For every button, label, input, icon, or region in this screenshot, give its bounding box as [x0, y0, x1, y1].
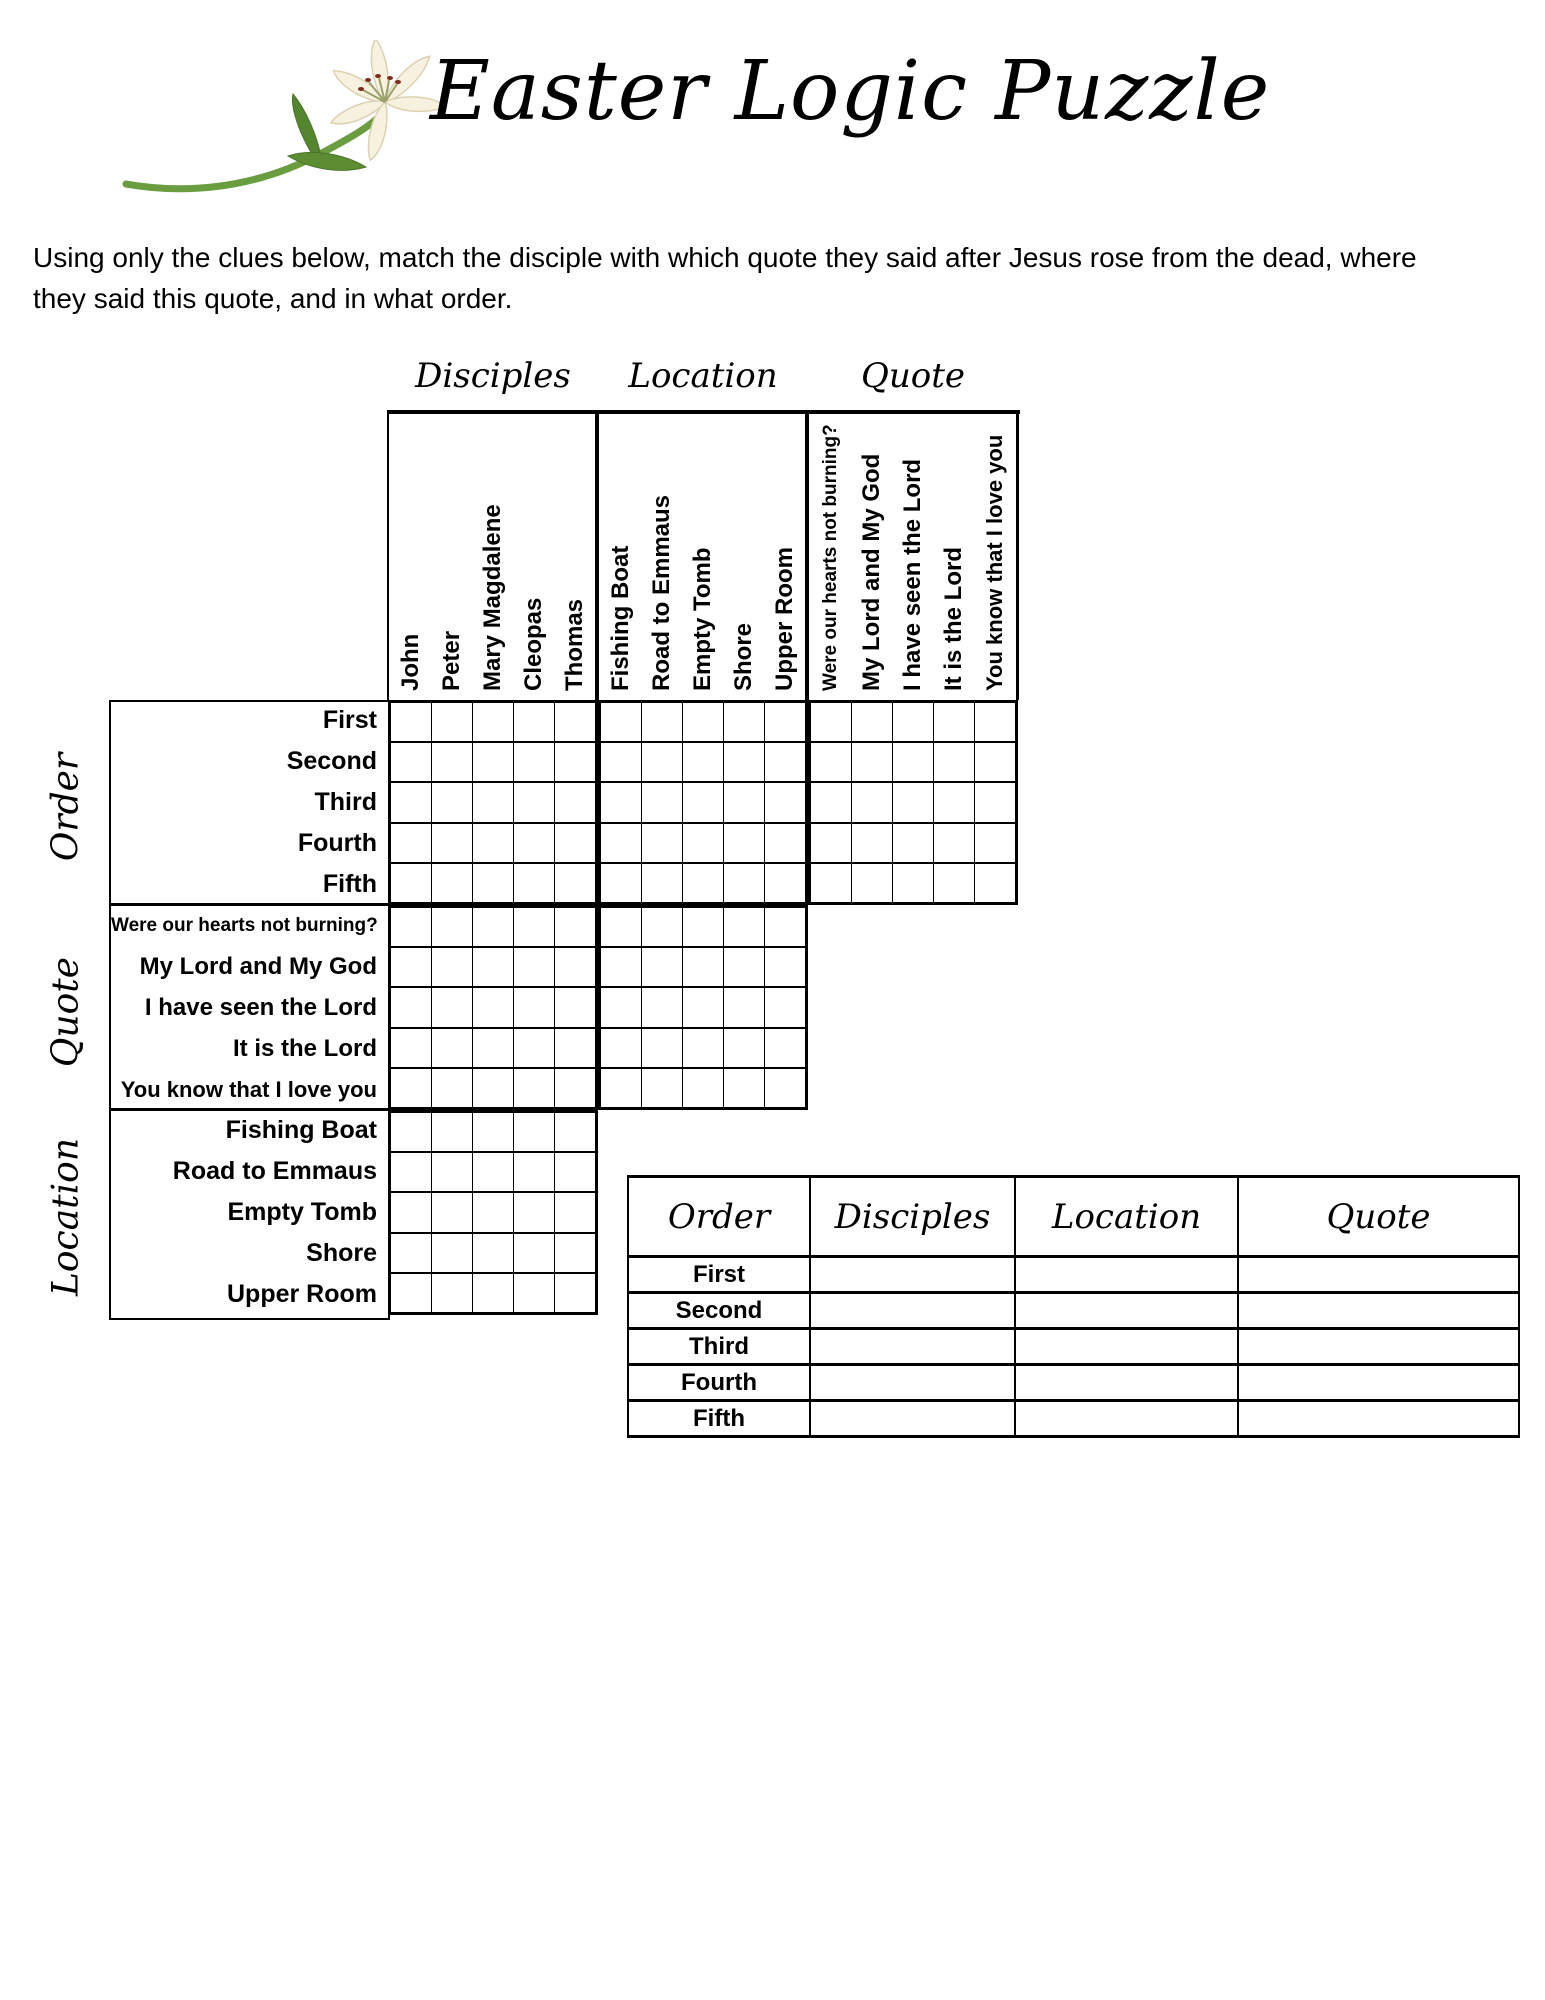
grid-cell[interactable]: [473, 1193, 513, 1231]
grid-cell[interactable]: [852, 703, 892, 741]
grid-cell[interactable]: [975, 864, 1015, 902]
grid-cell[interactable]: [432, 988, 472, 1026]
grid-cell[interactable]: [765, 948, 805, 986]
grid-cell[interactable]: [514, 908, 554, 946]
row-group-header-quote: Quote: [45, 956, 87, 1067]
grid-cell[interactable]: [852, 743, 892, 781]
row-label: Fifth: [322, 870, 377, 898]
grid-cell[interactable]: [391, 743, 431, 781]
grid-cell[interactable]: [975, 703, 1015, 741]
header-rule: [388, 410, 1020, 414]
answer-cell[interactable]: [809, 1363, 1014, 1399]
grid-cell[interactable]: [683, 948, 723, 986]
column-label: I have seen the Lord: [899, 458, 926, 691]
column-label: Empty Tomb: [689, 547, 716, 691]
grid-cell[interactable]: [765, 864, 805, 902]
grid-cell[interactable]: [601, 703, 641, 741]
grid-cell[interactable]: [391, 783, 431, 821]
grid-cell[interactable]: [975, 783, 1015, 821]
grid-cell[interactable]: [391, 1153, 431, 1191]
grid-cell[interactable]: [724, 908, 764, 946]
answer-row-label: Fourth: [629, 1363, 809, 1399]
grid-cell[interactable]: [683, 1069, 723, 1107]
answer-cell[interactable]: [1237, 1291, 1518, 1327]
answer-cell[interactable]: [809, 1291, 1014, 1327]
answer-row-label: First: [629, 1255, 809, 1291]
grid-cell[interactable]: [432, 1234, 472, 1272]
grid-cell[interactable]: [642, 824, 682, 862]
grid-cell[interactable]: [473, 1234, 513, 1272]
grid-cell[interactable]: [934, 824, 974, 862]
grid-block-order-quote: [808, 700, 1018, 905]
grid-cell[interactable]: [391, 1234, 431, 1272]
grid-cell[interactable]: [642, 1029, 682, 1067]
grid-cell[interactable]: [391, 1193, 431, 1231]
row-label: Were our hearts not burning?: [111, 915, 378, 936]
grid-cell[interactable]: [514, 1153, 554, 1191]
header-divider-1: [595, 410, 599, 700]
grid-cell[interactable]: [555, 1234, 595, 1272]
grid-cell[interactable]: [601, 783, 641, 821]
answer-cell[interactable]: [1014, 1399, 1237, 1435]
grid-cell[interactable]: [514, 1113, 554, 1151]
grid-cell[interactable]: [934, 743, 974, 781]
column-label: Peter: [438, 630, 465, 691]
row-label: Upper Room: [227, 1280, 377, 1308]
answer-cell[interactable]: [1014, 1363, 1237, 1399]
grid-cell[interactable]: [514, 783, 554, 821]
grid-cell[interactable]: [473, 1029, 513, 1067]
grid-cell[interactable]: [683, 988, 723, 1026]
grid-cell[interactable]: [601, 743, 641, 781]
answer-cell[interactable]: [809, 1327, 1014, 1363]
grid-cell[interactable]: [811, 824, 851, 862]
grid-cell[interactable]: [555, 988, 595, 1026]
row-label: It is the Lord: [233, 1035, 377, 1062]
grid-cell[interactable]: [473, 988, 513, 1026]
page-title: Easter Logic Puzzle: [430, 44, 1271, 139]
grid-cell[interactable]: [391, 1029, 431, 1067]
column-label: It is the Lord: [940, 547, 967, 691]
answer-header-order: Order: [667, 1196, 771, 1237]
grid-cell[interactable]: [514, 1069, 554, 1107]
grid-cell[interactable]: [391, 988, 431, 1026]
grid-cell[interactable]: [642, 703, 682, 741]
answer-cell[interactable]: [1237, 1255, 1518, 1291]
grid-cell[interactable]: [432, 908, 472, 946]
answer-header-quote: Quote: [1237, 1178, 1518, 1255]
grid-cell[interactable]: [473, 743, 513, 781]
row-label: First: [322, 706, 377, 734]
grid-cell[interactable]: [683, 824, 723, 862]
row-label: Shore: [306, 1239, 377, 1267]
grid-cell[interactable]: [852, 824, 892, 862]
answer-cell[interactable]: [1014, 1255, 1237, 1291]
grid-cell[interactable]: [514, 1274, 554, 1312]
grid-cell[interactable]: [432, 703, 472, 741]
column-label: Upper Room: [771, 547, 798, 691]
grid-cell[interactable]: [555, 824, 595, 862]
grid-cell[interactable]: [473, 824, 513, 862]
column-label: Mary Magdalene: [479, 504, 506, 691]
grid-cell[interactable]: [432, 1113, 472, 1151]
grid-cell[interactable]: [514, 1193, 554, 1231]
grid-cell[interactable]: [555, 743, 595, 781]
grid-cell[interactable]: [934, 703, 974, 741]
grid-cell[interactable]: [432, 1193, 472, 1231]
grid-cell[interactable]: [683, 1029, 723, 1067]
answer-cell[interactable]: [1237, 1363, 1518, 1399]
column-group-header-disciples: Disciples: [415, 356, 571, 396]
grid-cell[interactable]: [391, 1274, 431, 1312]
grid-cell[interactable]: [391, 1069, 431, 1107]
grid-cell[interactable]: [893, 783, 933, 821]
grid-block-quote-location: [598, 905, 808, 1110]
grid-cell[interactable]: [683, 864, 723, 902]
column-label: Thomas: [561, 598, 588, 691]
grid-cell[interactable]: [724, 743, 764, 781]
grid-cell[interactable]: [555, 703, 595, 741]
column-label: You know that I love you: [982, 434, 1007, 691]
header-divider-0: [387, 410, 389, 700]
grid-block-location-disciples: [388, 1110, 598, 1315]
row-label: My Lord and My God: [139, 953, 377, 980]
row-label: Empty Tomb: [227, 1198, 377, 1226]
grid-cell[interactable]: [765, 824, 805, 862]
grid-cell[interactable]: [555, 1193, 595, 1231]
grid-cell[interactable]: [601, 908, 641, 946]
grid-cell[interactable]: [473, 948, 513, 986]
grid-cell[interactable]: [724, 824, 764, 862]
grid-cell[interactable]: [514, 864, 554, 902]
grid-cell[interactable]: [975, 743, 1015, 781]
grid-cell[interactable]: [432, 824, 472, 862]
grid-cell[interactable]: [432, 783, 472, 821]
grid-cell[interactable]: [724, 988, 764, 1026]
row-label: Fourth: [297, 829, 377, 857]
grid-cell[interactable]: [811, 783, 851, 821]
grid-cell[interactable]: [473, 1069, 513, 1107]
grid-cell[interactable]: [601, 824, 641, 862]
grid-cell[interactable]: [601, 1069, 641, 1107]
grid-cell[interactable]: [642, 988, 682, 1026]
easter-lily-icon: [112, 40, 457, 210]
answer-cell[interactable]: [1237, 1327, 1518, 1363]
grid-cell[interactable]: [811, 743, 851, 781]
easter-lily-svg: [112, 40, 457, 210]
grid-cell[interactable]: [765, 1029, 805, 1067]
grid-block-order-location: [598, 700, 808, 905]
grid-cell[interactable]: [811, 864, 851, 902]
grid-cell[interactable]: [555, 864, 595, 902]
grid-cell[interactable]: [683, 743, 723, 781]
row-label: Fishing Boat: [225, 1116, 377, 1144]
row-label: Third: [314, 788, 377, 816]
grid-cell[interactable]: [473, 1153, 513, 1191]
grid-cell[interactable]: [724, 1029, 764, 1067]
grid-cell[interactable]: [724, 948, 764, 986]
row-label: You know that I love you: [120, 1077, 377, 1102]
grid-cell[interactable]: [432, 1274, 472, 1312]
grid-cell[interactable]: [683, 703, 723, 741]
grid-cell[interactable]: [432, 864, 472, 902]
row-label: I have seen the Lord: [144, 994, 377, 1021]
grid-cell[interactable]: [514, 703, 554, 741]
header-divider-3: [1016, 410, 1019, 700]
grid-cell[interactable]: [893, 824, 933, 862]
grid-cell[interactable]: [811, 703, 851, 741]
column-label: John: [397, 633, 424, 691]
grid-cell[interactable]: [514, 1234, 554, 1272]
grid-cell[interactable]: [765, 743, 805, 781]
grid-cell[interactable]: [473, 1113, 513, 1151]
grid-cell[interactable]: [852, 783, 892, 821]
answer-table: [627, 1175, 1520, 1438]
grid-cell[interactable]: [391, 824, 431, 862]
answer-cell[interactable]: [1014, 1291, 1237, 1327]
grid-cell[interactable]: [432, 948, 472, 986]
grid-cell[interactable]: [432, 1069, 472, 1107]
column-label: Cleopas: [520, 597, 547, 691]
grid-cell[interactable]: [514, 824, 554, 862]
grid-cell[interactable]: [642, 948, 682, 986]
grid-cell[interactable]: [514, 948, 554, 986]
grid-cell[interactable]: [934, 783, 974, 821]
column-group-header-quote: Quote: [860, 356, 966, 396]
grid-cell[interactable]: [893, 703, 933, 741]
answer-header-disciples: Disciples: [809, 1178, 1014, 1255]
grid-cell[interactable]: [642, 908, 682, 946]
grid-cell[interactable]: [765, 703, 805, 741]
grid-cell[interactable]: [432, 1029, 472, 1067]
grid-cell[interactable]: [432, 1153, 472, 1191]
row-group-header-location: Location: [45, 1137, 87, 1296]
grid-cell[interactable]: [514, 1029, 554, 1067]
grid-cell[interactable]: [473, 864, 513, 902]
row-group-header-order: Order: [45, 752, 87, 861]
grid-cell[interactable]: [765, 988, 805, 1026]
grid-cell[interactable]: [893, 864, 933, 902]
answer-cell[interactable]: [1237, 1399, 1518, 1435]
grid-cell[interactable]: [555, 1274, 595, 1312]
instructions-text: Using only the clues below, match the disciple with which quote they said after Jesus rose from the dead, where they said this quote, and in what order.: [33, 242, 1417, 314]
grid-cell[interactable]: [473, 908, 513, 946]
grid-cell[interactable]: [683, 908, 723, 946]
answer-cell[interactable]: [809, 1255, 1014, 1291]
grid-cell[interactable]: [391, 908, 431, 946]
column-label: Were our hearts not burning?: [820, 424, 841, 691]
grid-cell[interactable]: [724, 783, 764, 821]
grid-cell[interactable]: [473, 783, 513, 821]
grid-cell[interactable]: [642, 864, 682, 902]
grid-cell[interactable]: [555, 1029, 595, 1067]
grid-cell[interactable]: [683, 783, 723, 821]
grid-cell[interactable]: [642, 743, 682, 781]
grid-cell[interactable]: [934, 864, 974, 902]
grid-cell[interactable]: [555, 783, 595, 821]
answer-row-label: Third: [629, 1327, 809, 1363]
grid-block-order-disciples: [388, 700, 598, 905]
answer-row-label: Fifth: [629, 1399, 809, 1435]
grid-cell[interactable]: [642, 1069, 682, 1107]
column-label: My Lord and My God: [858, 453, 885, 691]
grid-cell[interactable]: [555, 1153, 595, 1191]
answer-cell[interactable]: [809, 1399, 1014, 1435]
grid-cell[interactable]: [642, 783, 682, 821]
grid-cell[interactable]: [432, 743, 472, 781]
column-label: Fishing Boat: [607, 545, 634, 691]
row-label: Road to Emmaus: [172, 1157, 377, 1185]
grid-cell[interactable]: [391, 703, 431, 741]
grid-cell[interactable]: [893, 743, 933, 781]
grid-cell[interactable]: [765, 908, 805, 946]
grid-cell[interactable]: [601, 948, 641, 986]
grid-cell[interactable]: [852, 864, 892, 902]
grid-cell[interactable]: [391, 1113, 431, 1151]
column-group-header-location: Location: [628, 356, 778, 396]
grid-block-quote-disciples: [388, 905, 598, 1110]
grid-cell[interactable]: [391, 864, 431, 902]
grid-cell[interactable]: [555, 948, 595, 986]
row-label: Second: [286, 747, 377, 775]
grid-cell[interactable]: [473, 703, 513, 741]
grid-cell[interactable]: [601, 864, 641, 902]
header-divider-2: [805, 410, 809, 700]
grid-cell[interactable]: [724, 703, 764, 741]
grid-cell[interactable]: [724, 1069, 764, 1107]
grid-cell[interactable]: [975, 824, 1015, 862]
grid-cell[interactable]: [391, 948, 431, 986]
grid-cell[interactable]: [724, 864, 764, 902]
grid-cell[interactable]: [555, 908, 595, 946]
answer-header-location: Location: [1014, 1178, 1237, 1255]
grid-cell[interactable]: [601, 988, 641, 1026]
column-label: Shore: [730, 622, 757, 691]
grid-cell[interactable]: [514, 743, 554, 781]
answer-row-label: Second: [629, 1291, 809, 1327]
grid-cell[interactable]: [473, 1274, 513, 1312]
grid-cell[interactable]: [555, 1069, 595, 1107]
grid-cell[interactable]: [514, 988, 554, 1026]
grid-cell[interactable]: [765, 783, 805, 821]
grid-cell[interactable]: [555, 1113, 595, 1151]
grid-cell[interactable]: [765, 1069, 805, 1107]
column-label: Road to Emmaus: [648, 494, 675, 691]
answer-cell[interactable]: [1014, 1327, 1237, 1363]
grid-cell[interactable]: [601, 1029, 641, 1067]
